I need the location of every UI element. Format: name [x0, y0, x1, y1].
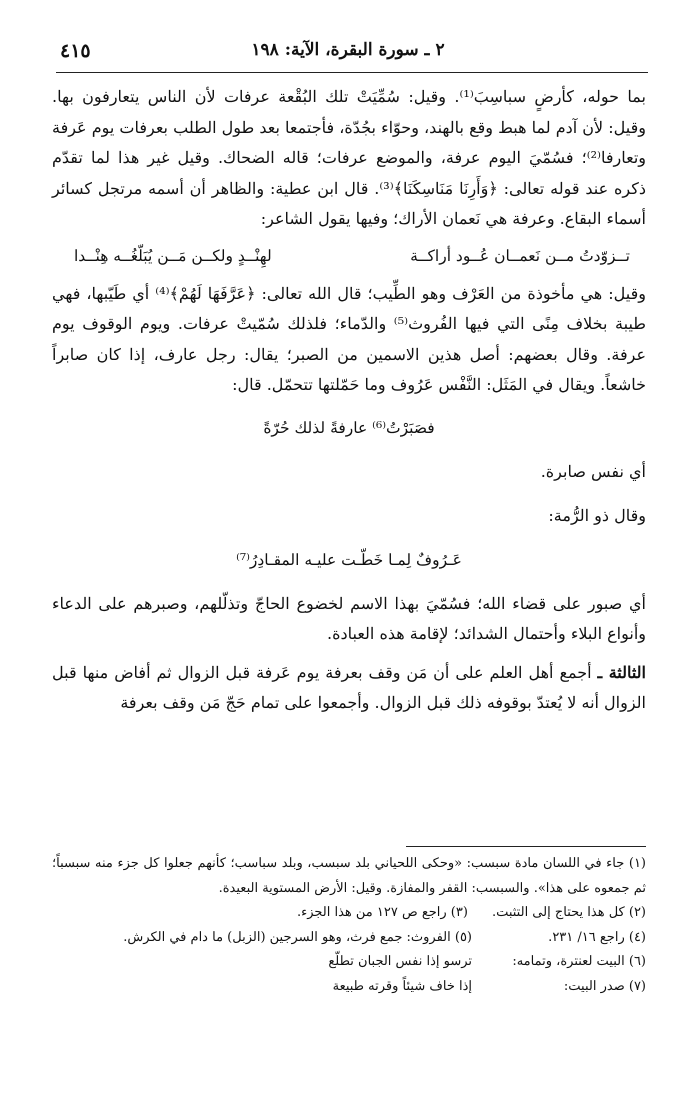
footnote-6-verse: ترسو إذا نفس الجبان تطلّع: [328, 954, 472, 969]
footnote-7-verse: إذا خاف شيئاً وقرته طبيعة: [332, 978, 472, 994]
surah-title: ٢ ـ سورة البقرة، الآية: ١٩٨: [251, 40, 445, 60]
footnote-7-label: (٧) صدر البيت:: [563, 978, 646, 994]
footnote-row-6: [52, 950, 646, 975]
poem-verse-naaman: [52, 241, 646, 271]
footnote-divider: [406, 846, 646, 847]
footnotes: [52, 852, 646, 999]
footnote-row-2-3: [52, 901, 646, 926]
footnote-5: (٥) الفروث: جمع فرث، وهو السرجين (الزبل) ما دام في الكرش.: [123, 929, 472, 945]
section-heading-third: الثالثة ـ: [597, 662, 647, 682]
footnote-3: (٣) راجع ص ١٢٧ من هذا الجزء.: [296, 905, 468, 920]
poem-hemistich-first: تــزوّدتُ مــن نَعمــان عُــود أراكــة: [410, 246, 630, 265]
paragraph-arafat-naming: بما حوله، كأرضٍ سباسِبَ⁽¹⁾. وقيل: سُمِّيَتْ تلك البُقْعة عرفات لأن الناس يتعارفون بها. وقيل: لأن آدم لما هبط وقع بالهند، وحوّاء بجُدّة، فأجتمعا بعد طول الطلب بعرفات يوم عَرفة وتعارفا⁽²⁾؛ فسُمّيَ اليوم عرفة، والموضع عرفات؛ قاله الضحاك. وقيل غير هذا لما تقدّم ذكره عند قوله تعالى: ﴿وَأَرِنَا مَنَاسِكَنَا﴾⁽³⁾. قال ابن عطية: والظاهر أن أسمه مرتجل كسائر أسماء البقاع. وعرفة هي نَعمان الأراك؛ وفيها يقول الشاعر:: [52, 87, 647, 228]
verse-dhu-al-rumma: عَـرُوفٌ لِمـا خَطّـت عليـه المقـادِرُ⁽⁷⁾: [236, 550, 462, 569]
main-text: [52, 82, 646, 719]
footnote-2: (٢) كل هذا يحتاج إلى التثبت.: [491, 905, 646, 920]
footnote-4: (٤) راجع ١٦/ ٢٣١.: [548, 929, 646, 945]
footnote-row-7: [52, 975, 646, 1000]
verse-antara: فصَبَرْتُ⁽⁶⁾ عارفةً لذلك حُرّةً: [263, 418, 435, 437]
header-divider: [56, 72, 648, 73]
paragraph-third-issue: [52, 658, 646, 719]
footnote-6-label: (٦) البيت لعنترة، وتمامه:: [512, 954, 646, 969]
footnote-row-4-5: [52, 926, 646, 951]
poem-hemistich-second: لهِنْــدٍ ولكــن مَــن يُبَلّغُــه هِنْــدا: [74, 246, 272, 265]
paragraph-third-text: أجمع أهل العلم على أن مَن وقف بعرفة يوم عَرفة قبل الزوال ثم أفاض منها قبل الزوال أنه لا يُعتدّ بوقوفه ذلك قبل الزوال. وأجمعوا على تمام حَجّ مَن وقف بعرفة: [52, 662, 646, 712]
paragraph-arf-meaning: وقيل: هي مأخوذة من العَرْف وهو الطِّيب؛ قال الله تعالى: ﴿عَرَّفَهَا لَهُمْ﴾⁽⁴⁾ أي طَيّبها، فهي طيبة بخلاف مِنًى التي فيها الفُروث⁽⁵⁾ والدّماء؛ فلذلك سُمّيتْ عرفات. ويوم الوقوف يوم عرفة. وقال بعضهم: أصل هذين الاسمين من الصبر؛ يقال: رجل عارف، إذا كان صابراً خاشعاً. ويقال في المَثَل: النَّفْس عَرُوف وما حَمّلتها تتحمّل. قال:: [52, 283, 647, 394]
running-header: [48, 40, 648, 68]
footnote-1: (١) جاء في اللسان مادة سبسب: «وحكى اللحياني بلد سبسب، وبلد سباسب؛ كأنهم جعلوا كل جزء منه سبسباً؛ ثم جمعوه على هذا». والسبسب: القفر والمفازة. وقيل: الأرض المستوية البعيدة.: [52, 856, 646, 896]
page-number: ٤١٥: [60, 40, 91, 62]
line-nafs-sabira: أي نفس صابرة.: [540, 461, 646, 481]
paragraph-sabur: أي صبور على قضاء الله؛ فسُمّيَ بهذا الاسم لخضوع الحاجّ وتذلّلهم، وصبرهم على الدعاء وأنواع البلاء وأحتمال الشدائد؛ لإقامة هذه العبادة.: [52, 593, 646, 643]
line-dhu-al-rumma: وقال ذو الرُّمة:: [548, 505, 646, 525]
